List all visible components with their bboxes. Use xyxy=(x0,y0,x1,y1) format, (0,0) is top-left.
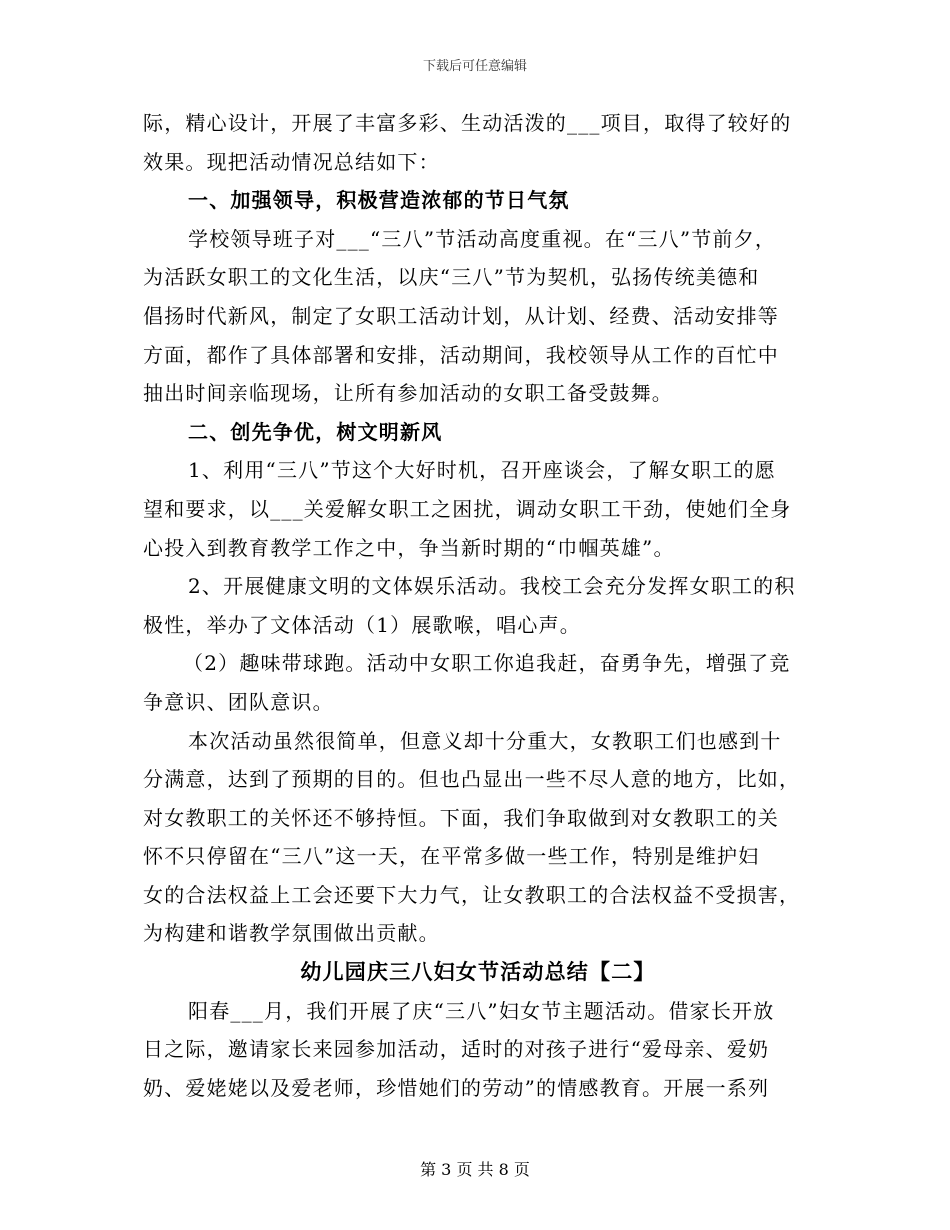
paragraph-line: 极性，举办了文体活动（1）展歌喉，唱心声。 xyxy=(143,612,581,637)
paragraph-line: 本次活动虽然很简单，但意义却十分重大，女教职工们也感到十 xyxy=(188,728,782,753)
paragraph-line: 怀不只停留在“三八”这一天，在平常多做一些工作，特别是维护妇 xyxy=(143,844,760,869)
paragraph-line: 抽出时间亲临现场，让所有参加活动的女职工备受鼓舞。 xyxy=(143,381,673,406)
paragraph-line: 分满意，达到了预期的目的。但也凸显出一些不尽人意的地方，比如， xyxy=(143,767,801,792)
paragraph-line: 际，精心设计，开展了丰富多彩、生动活泼的___项目，取得了较好的 xyxy=(143,111,792,135)
paragraph-line: 望和要求，以___关爱解女职工之困扰，调动女职工干劲，使她们全身 xyxy=(143,496,792,521)
paragraph-line: 方面，都作了具体部署和安排，活动期间，我校领导从工作的百忙中 xyxy=(143,342,779,367)
paragraph-line: 学校领导班子对___“三八”节活动高度重视。在“三八”节前夕， xyxy=(188,226,777,251)
paragraph-line: 效果。现把活动情况总结如下： xyxy=(143,149,440,174)
paragraph-line: 为活跃女职工的文化生活，以庆“三八”节为契机，弘扬传统美德和 xyxy=(143,265,760,290)
paragraph-line: 为构建和谐教学氛围做出贡献。 xyxy=(143,921,440,946)
paragraph-line: 心投入到教育教学工作之中，争当新时期的“巾帼英雄”。 xyxy=(143,535,675,560)
paragraph-line: 日之际，邀请家长来园参加活动，适时的对孩子进行“爱母亲、爱奶 xyxy=(143,1037,770,1062)
paragraph-line: 争意识、团队意识。 xyxy=(143,689,334,714)
paragraph-line: 阳春___月，我们开展了庆“三八”妇女节主题活动。借家长开放 xyxy=(188,998,775,1023)
document-title: 幼儿园庆三八妇女节活动总结【二】 xyxy=(300,959,656,985)
paragraph-line: 对女教职工的关怀还不够持恒。下面，我们争取做到对女教职工的关 xyxy=(143,805,779,830)
paragraph-line: 1、利用“三八”节这个大好时机，召开座谈会，了解女职工的愿 xyxy=(188,458,776,483)
page-footer: 第 3 页 共 8 页 xyxy=(420,1160,530,1179)
paragraph-line: 2、开展健康文明的文体娱乐活动。我校工会充分发挥女职工的积 xyxy=(188,574,796,599)
page-header: 下载后可任意编辑 xyxy=(422,59,527,74)
section-heading-2: 二、创先争优，树文明新风 xyxy=(188,419,443,444)
paragraph-line: 奶、爱姥姥以及爱老师，珍惜她们的劳动”的情感教育。开展一系列 xyxy=(143,1075,770,1100)
section-heading-1: 一、加强领导，积极营造浓郁的节日气氛 xyxy=(188,188,570,213)
paragraph-line: 倡扬时代新风，制定了女职工活动计划，从计划、经费、活动安排等 xyxy=(143,303,779,328)
paragraph-line: （2）趣味带球跑。活动中女职工你追我赶，奋勇争先，增强了竞 xyxy=(183,651,791,676)
paragraph-line: 女的合法权益上工会还要下大力气，让女教职工的合法权益不受损害， xyxy=(143,882,801,907)
document-body xyxy=(143,104,813,1107)
